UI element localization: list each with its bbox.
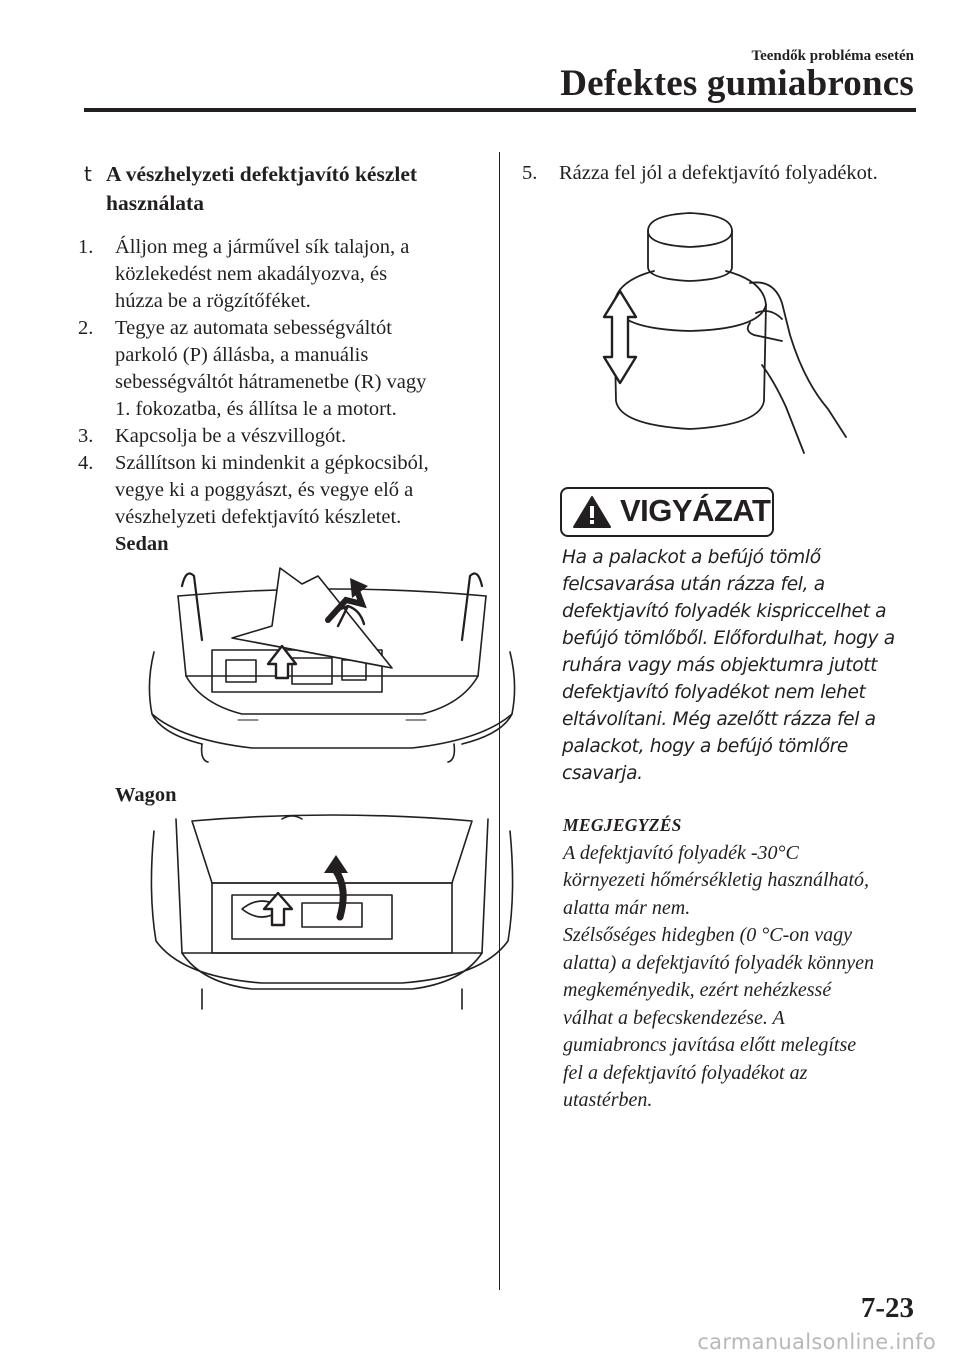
wagon-label: Wagon — [115, 784, 177, 806]
header-rule — [84, 108, 916, 112]
sedan-label: Sedan — [115, 533, 169, 555]
step-line: sebességváltót hátramenetbe (R) vagy — [115, 371, 427, 393]
note-line: megkeményedik, ezért nehézkessé — [563, 979, 832, 1001]
page-title: Defektes gumiabroncs — [560, 63, 914, 104]
note-line: gumiabroncs javítása előtt melegítse — [563, 1034, 857, 1056]
warning-line: palackot, hogy a befújó tömlőre — [562, 736, 848, 757]
step-number: 1. — [78, 236, 94, 258]
sedan-trunk-illustration — [142, 564, 522, 776]
warning-badge — [560, 487, 774, 537]
chapter-title: Teendők probléma esetén — [751, 48, 914, 64]
note-line: utastérben. — [563, 1089, 653, 1111]
step-number: 5. — [522, 162, 538, 184]
step-line: Kapcsolja be a vészvillogót. — [115, 425, 347, 447]
shake-bottle-illustration — [590, 205, 890, 467]
warning-line: Ha a palackot a befújó tömlő — [562, 547, 821, 568]
step-item — [78, 234, 479, 315]
step-line: parkoló (P) állásba, a manuális — [115, 344, 369, 366]
note-line: Szélsőséges hidegben (0 °C-on vagy — [563, 924, 853, 946]
note-line: alatta) a defektjavító folyadék könnyen — [563, 951, 874, 974]
warning-line: befújó tömlőből. Előfordulhat, hogy a — [562, 628, 895, 649]
note-line: fel a defektjavító folyadékot az — [563, 1061, 808, 1084]
right-column — [522, 160, 918, 467]
watermark: carmanualsonline.info — [697, 1330, 936, 1354]
note-line: A defektjavító folyadék -30°C — [563, 841, 799, 864]
note-line: válhat a befecskendezése. A — [563, 1006, 785, 1029]
note-title: MEGJEGYZÉS — [563, 815, 682, 835]
left-column — [78, 160, 479, 1025]
warning-line: eltávolítani. Még azelőtt rázza fel a — [562, 709, 876, 730]
step-line: húzza be a rögzítőféket. — [115, 290, 311, 312]
step-line: Szállítson ki mindenkit a gépkocsiból, — [115, 452, 429, 474]
section-heading-line: használata — [106, 191, 204, 215]
step-number: 3. — [78, 425, 94, 447]
warning-line: defektjavító folyadékot nem lehet — [562, 682, 866, 703]
step-number: 4. — [78, 452, 94, 474]
warning-label: VIGYÁZAT — [620, 493, 771, 528]
step-line: vészhelyzeti defektjavító készletet. — [115, 506, 402, 528]
note-line: alatta már nem. — [563, 896, 691, 919]
steps-list-continued — [522, 160, 918, 187]
section-bullet-icon: t — [84, 162, 92, 186]
step-line: Tegye az automata sebességváltót — [115, 317, 392, 339]
step-item — [78, 450, 479, 531]
warning-line: ruhára vagy más objektumra jutott — [562, 655, 878, 676]
step-item — [522, 160, 918, 187]
steps-list — [78, 234, 479, 531]
step-number: 2. — [78, 317, 94, 339]
warning-line: csavarja. — [562, 763, 643, 784]
step-line: vegye ki a poggyászt, és vegye elő a — [115, 479, 414, 501]
note-block — [563, 812, 918, 1115]
section-heading — [84, 160, 479, 218]
note-line: környezeti hőmérsékletig használható, — [563, 869, 870, 891]
step-item — [78, 423, 479, 450]
section-heading-line: A vészhelyzeti defektjavító készlet — [106, 162, 418, 186]
step-item — [78, 315, 479, 423]
warning-line: defektjavító folyadék kispriccelhet a — [562, 601, 887, 622]
step-line: Rázza fel jól a defektjavító folyadékot. — [559, 162, 878, 184]
step-line: közlekedést nem akadályozva, és — [115, 263, 388, 285]
step-line: 1. fokozatba, és állítsa le a motort. — [115, 398, 397, 420]
wagon-trunk-illustration — [142, 813, 522, 1025]
step-line: Álljon meg a járművel sík talajon, a — [115, 236, 410, 258]
warning-triangle-icon — [572, 495, 612, 529]
page-number: 7-23 — [860, 1292, 914, 1324]
warning-text — [562, 544, 912, 787]
warning-line: felcsavarása után rázza fel, a — [562, 574, 825, 595]
